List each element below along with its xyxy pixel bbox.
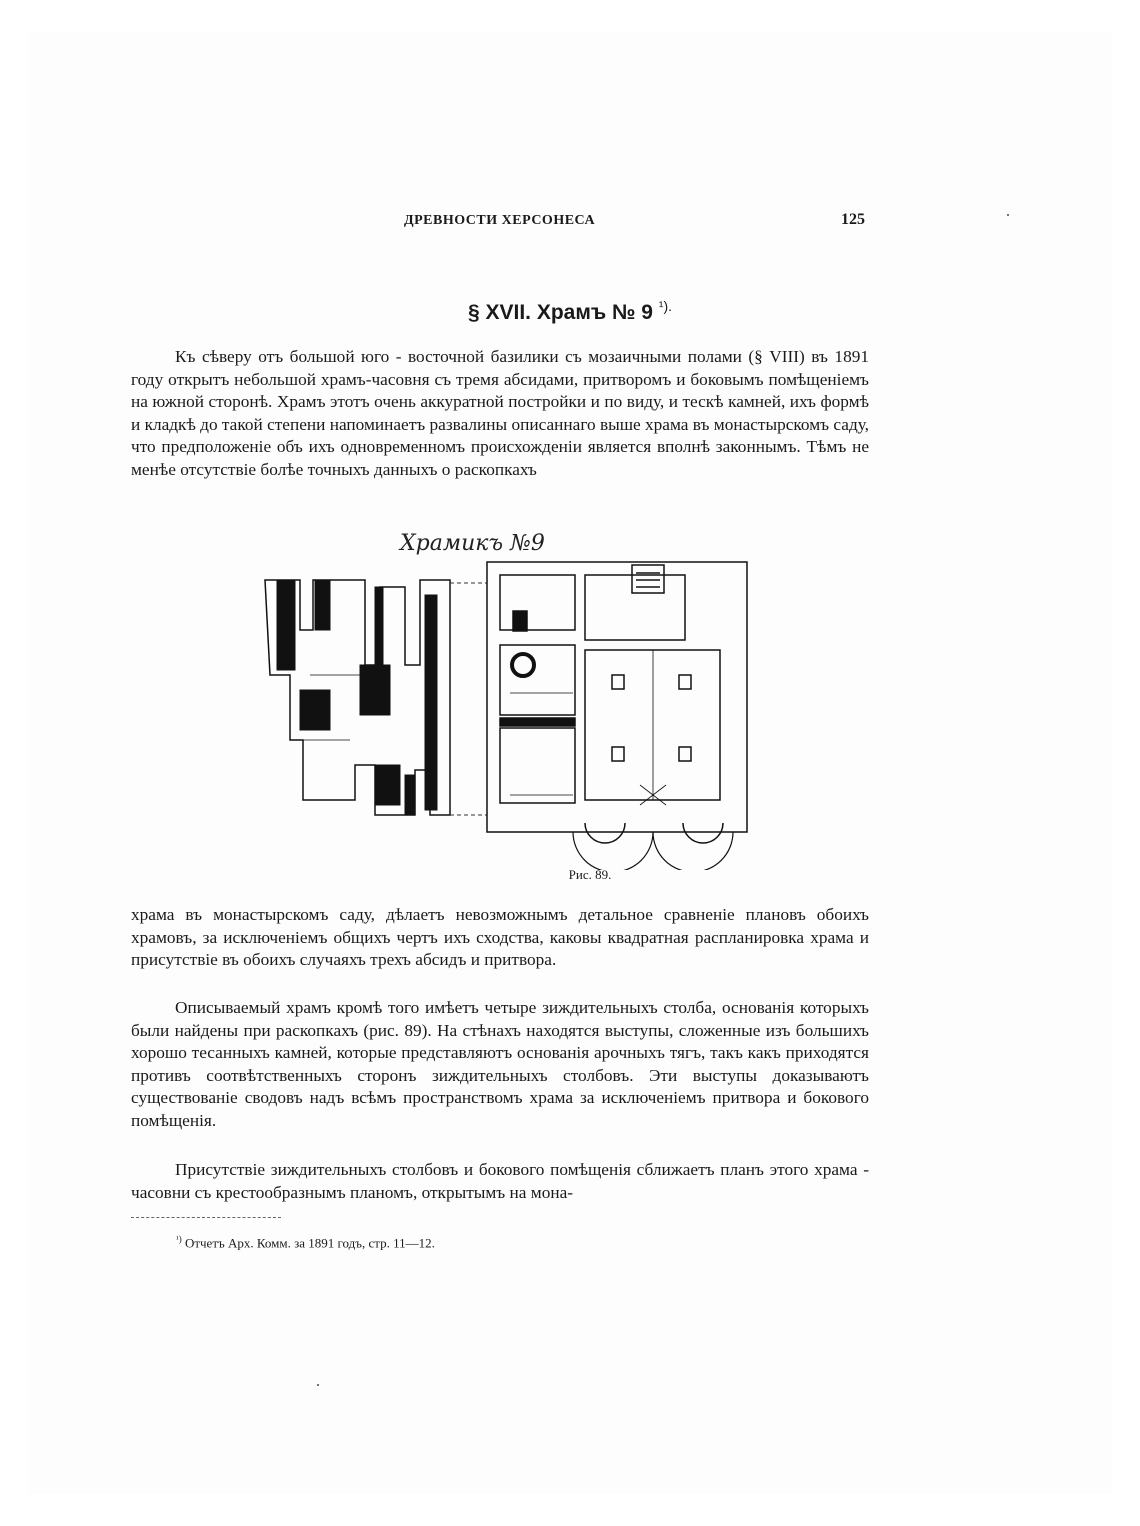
print-speck (1007, 214, 1009, 216)
dashed-projection-lines (450, 583, 487, 815)
figure-caption: Рис. 89. (568, 867, 612, 882)
footnote-text: Отчетъ Арх. Комм. за 1891 годъ, стр. 11—12. (184, 1235, 435, 1251)
floor-plan-drawing (487, 562, 747, 870)
running-title: ДРЕВНОСТИ ХЕРСОНЕСА (404, 213, 596, 228)
section-title-text: § XVII. Храмъ № 9 (467, 301, 653, 324)
paragraph-3: Описываемый храмъ кромѣ того имѣетъ четыре зиждительныхъ столба, основанія которыхъ были найдены при раскопкахъ (рис. 89). На стѣнахъ находятся выступы, сложенные изъ большихъ хорошо тесанныхъ камней, которые представляютъ основанія арочныхъ тягъ, такъ какъ приходятся противъ соотвѣтственныхъ сторонъ зиждительныхъ столбовъ. Эти выступы доказываютъ существованіе сводовъ надъ всѣмъ пространствомъ храма за исключеніемъ притвора и бокового помѣщенія. (131, 998, 869, 1130)
section-title (0, 298, 1140, 325)
footnote (176, 1234, 435, 1251)
print-speck (317, 1384, 319, 1386)
paragraph-4: Присутствіе зиждительныхъ столбовъ и бокового помѣщенія сближаетъ планъ этого храма - часовни съ крестообразнымъ планомъ, открытымъ на мона- (131, 1160, 869, 1202)
section-elevation-drawing (265, 580, 450, 815)
footnote-marker: ¹) (176, 1234, 182, 1244)
church-plan-figure (255, 525, 765, 870)
page-number: 125 (841, 211, 865, 228)
paragraph-2: храма въ монастырскомъ саду, дѣлаетъ невозможнымъ детальное сравненіе плановъ обоихъ храмовъ, за исключеніемъ общихъ чертъ ихъ сходства, каковы квадратная распланировка храма и присутствіе въ обоихъ случаяхъ трехъ абсидъ и притвора. (131, 905, 869, 969)
section-footnote-marker: ¹). (658, 298, 673, 314)
figure-handwritten-title: Храмикъ №9 (400, 531, 545, 556)
footnote-rule (131, 1217, 281, 1218)
paragraph-1: Къ сѣверу отъ большой юго - восточной базилики съ мозаичными полами (§ VIII) въ 1891 году открытъ небольшой храмъ-часовня съ тремя абсидами, притворомъ и боковымъ помѣщеніемъ на южной сторонѣ. Храмъ этотъ очень аккуратной постройки и по виду, и тескѣ камней, ихъ формѣ и кладкѣ до такой степени напоминаетъ развалины описаннаго выше храма въ монастырскомъ саду, что предположеніе объ ихъ одновременномъ происхожденіи является вполнѣ законнымъ. Тѣмъ не менѣе отсутствіе болѣе точныхъ данныхъ о раскопкахъ (131, 347, 869, 479)
